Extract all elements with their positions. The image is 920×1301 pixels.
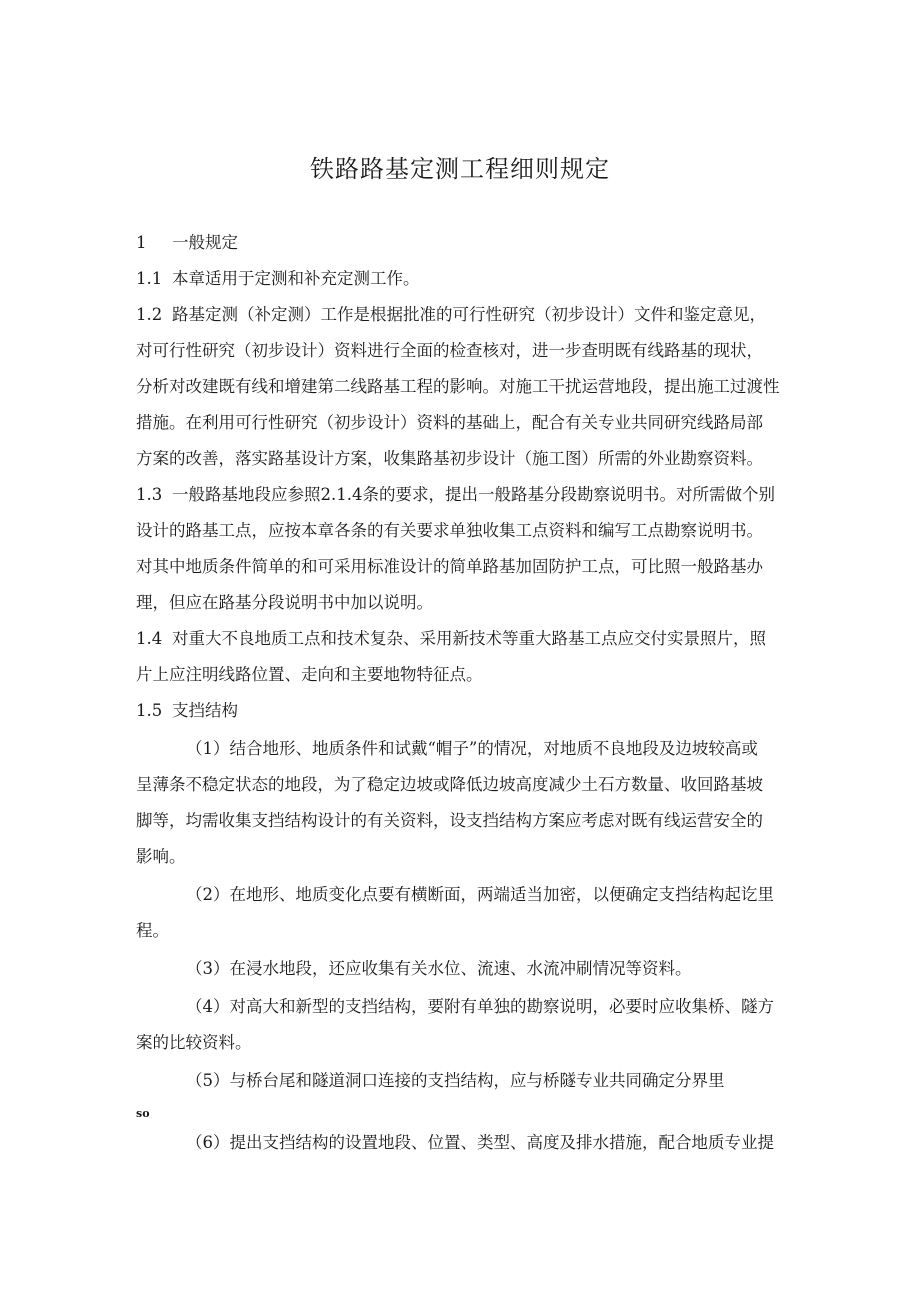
clause-text: 路基定测（补定测）工作是根据批准的可行性研究（初步设计）文件和鉴定意见， [172, 305, 766, 324]
paragraph-line: 程。 [136, 921, 169, 940]
paragraph-line: 措施。在利用可行性研究（初步设计）资料的基础上，配合有关专业共同研究线路局部 [136, 413, 763, 432]
paragraph-line: 片上应注明线路位置、走向和主要地物特征点。 [136, 665, 483, 684]
item-2-line: （2）在地形、地质变化点要有横断面，两端适当加密，以便确定支挡结构起讫里 [186, 885, 774, 904]
clause-text: 对重大不良地质工点和技术复杂、采用新技术等重大路基工点应交付实景照片，照 [172, 629, 766, 648]
clause-1-5 [136, 699, 796, 723]
paragraph-line: 案的比较资料。 [136, 1033, 252, 1052]
paragraph-line: 呈薄条不稳定状态的地段，为了稳定边坡或降低边坡高度减少土石方数量、收回路基坡 [136, 775, 763, 794]
section-number: 1 [136, 233, 147, 252]
item-1-line: （1）结合地形、地质条件和试戴“帽子”的情况，对地质不良地段及边坡较高或 [186, 739, 758, 758]
paragraph-line: 分析对改建既有线和增建第二线路基工程的影响。对施工干扰运营地段，提出施工过渡性 [136, 377, 780, 396]
item-6-line: （6）提出支挡结构的设置地段、位置、类型、高度及排水措施，配合地质专业提 [186, 1133, 774, 1152]
paragraph-line: 方案的改善，落实路基设计方案，收集路基初步设计（施工图）所需的外业勘察资料。 [136, 449, 763, 468]
item-4-line: （4）对高大和新型的支挡结构，要附有单独的勘察说明，必要时应收集桥、隧方 [186, 997, 774, 1016]
paragraph-line: 对可行性研究（初步设计）资料进行全面的检查核对，进一步查明既有线路基的现状， [136, 341, 763, 360]
paragraph-line: 影响。 [136, 847, 186, 866]
section-title: 一般规定 [172, 233, 238, 252]
clause-text: 本章适用于定测和补充定测工作。 [172, 269, 420, 288]
clause-number: 1.5 [136, 701, 163, 720]
clause-text: 一般路基地段应参照2.1.4条的要求，提出一般路基分段勘察说明书。对所需做个别 [172, 485, 775, 504]
paragraph-line: 脚等，均需收集支挡结构设计的有关资料，设支挡结构方案应考虑对既有线运营安全的 [136, 811, 763, 830]
clause-number: 1.4 [136, 629, 163, 648]
paragraph-line: 对其中地质条件简单的和可采用标准设计的简单路基加固防护工点，可比照一般路基办 [136, 557, 763, 576]
clause-1-4 [136, 627, 796, 651]
paragraph-line: 设计的路基工点，应按本章各条的有关要求单独收集工点资料和编写工点勘察说明书。 [136, 521, 763, 540]
item-3-line: （3）在浸水地段，还应收集有关水位、流速、水流冲刷情况等资料。 [186, 959, 692, 978]
clause-number: 1.2 [136, 305, 163, 324]
clause-1-1 [136, 267, 796, 291]
page-title: 铁路路基定测工程细则规定 [310, 155, 610, 183]
clause-text: 支挡结构 [172, 701, 238, 720]
clause-1-3 [136, 483, 796, 507]
paragraph-line-fragment: so [136, 1107, 150, 1120]
paragraph-line: 理，但应在路基分段说明书中加以说明。 [136, 593, 433, 612]
clause-number: 1.3 [136, 485, 163, 504]
item-5-line: （5）与桥台尾和隧道洞口连接的支挡结构，应与桥隧专业共同确定分界里 [186, 1071, 725, 1090]
section-heading [136, 231, 796, 255]
clause-number: 1.1 [136, 269, 163, 288]
clause-1-2 [136, 303, 796, 327]
